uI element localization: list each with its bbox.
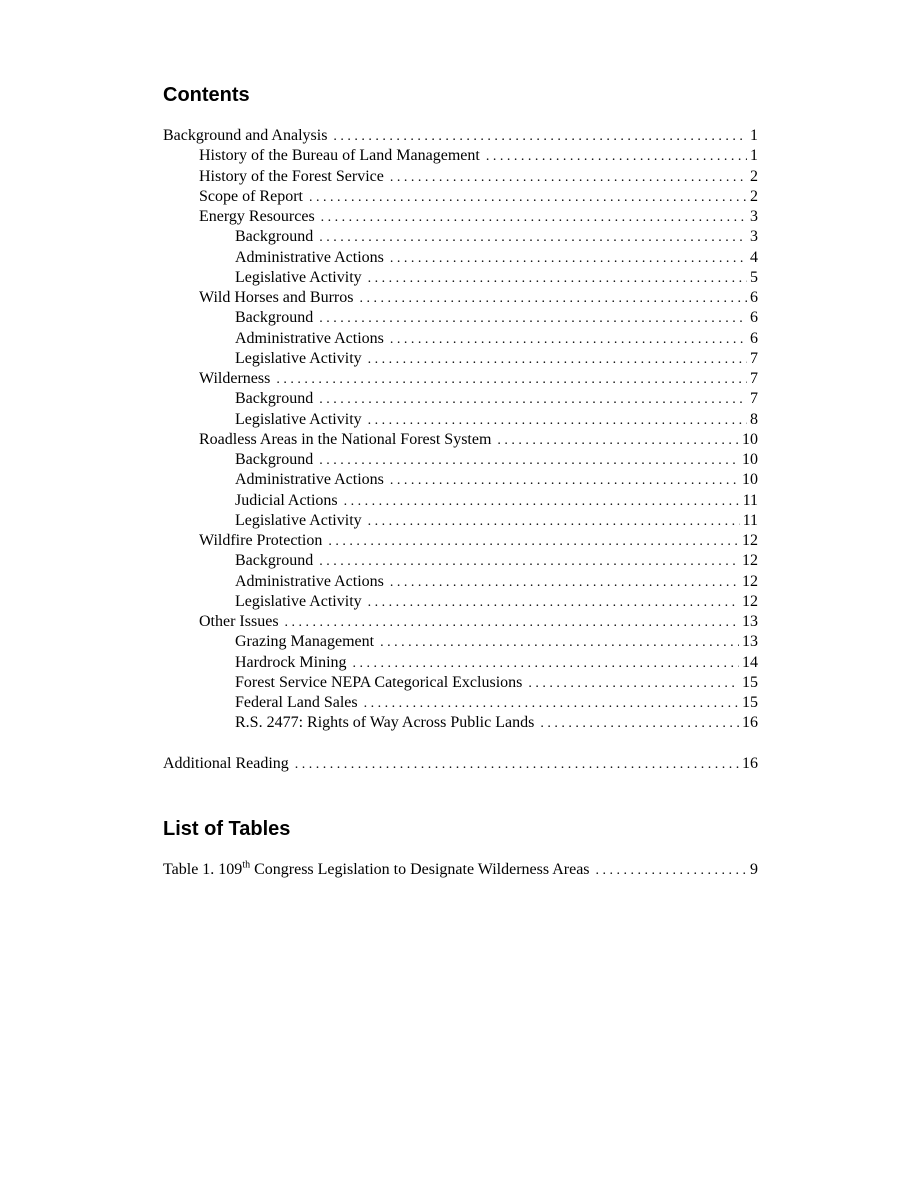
toc-entry-page: 12: [742, 592, 758, 610]
toc-entry[interactable]: [163, 713, 758, 733]
toc-leader-dots: [295, 755, 739, 775]
toc-leader-dots: [321, 208, 747, 228]
toc-leader-dots: [319, 451, 739, 471]
table-entry-suffix: Congress Legislation to Designate Wilderness Areas: [250, 861, 590, 878]
toc-entry-title: Background: [235, 390, 314, 408]
toc-entry-title: Administrative Actions: [235, 329, 384, 347]
toc-entry-page: 2: [750, 187, 758, 205]
toc-entry-page: 1: [750, 127, 758, 144]
toc-entry-page: 3: [750, 208, 758, 225]
toc-entry-page: 7: [750, 370, 758, 387]
toc-entry[interactable]: [163, 227, 758, 247]
table-of-contents: [163, 126, 758, 774]
toc-entry[interactable]: [163, 592, 758, 612]
toc-entry[interactable]: [163, 632, 758, 652]
toc-entry-page: 13: [742, 633, 758, 651]
toc-entry-page: 7: [750, 349, 758, 367]
toc-entry-page: 12: [742, 572, 758, 590]
toc-entry-title: History of the Bureau of Land Management: [199, 147, 480, 165]
toc-leader-dots: [319, 228, 747, 248]
toc-leader-dots: [368, 269, 747, 289]
toc-entry-title: Grazing Management: [235, 633, 375, 651]
toc-leader-dots: [285, 613, 739, 633]
toc-entry[interactable]: [163, 612, 758, 632]
toc-entry-title: Scope of Report: [199, 187, 303, 205]
toc-leader-dots: [319, 309, 747, 329]
toc-entry-title: Wildfire Protection: [199, 532, 323, 549]
table-entry-superscript: th: [242, 859, 251, 871]
toc-leader-dots: [528, 674, 739, 694]
toc-spacer: [163, 734, 758, 754]
toc-entry-title: Legislative Activity: [235, 268, 362, 286]
list-of-tables-heading: List of Tables: [163, 818, 291, 840]
toc-leader-dots: [390, 573, 739, 593]
toc-entry[interactable]: [163, 511, 758, 531]
toc-entry[interactable]: [163, 430, 758, 450]
toc-leader-dots: [368, 411, 747, 431]
toc-entry[interactable]: [163, 653, 758, 673]
toc-entry-page: 6: [750, 289, 758, 306]
toc-entry-title: Legislative Activity: [235, 511, 362, 529]
toc-entry-page: 11: [742, 491, 758, 509]
toc-entry[interactable]: [163, 288, 758, 308]
toc-leader-dots: [319, 390, 747, 410]
toc-entry-title: Administrative Actions: [235, 471, 384, 489]
toc-entry-title: Roadless Areas in the National Forest System: [199, 430, 492, 448]
toc-entry-title: Additional Reading: [163, 754, 289, 772]
table-leader-dots: [596, 861, 747, 881]
toc-entry-page: 6: [750, 309, 758, 327]
toc-leader-dots: [486, 147, 747, 167]
toc-leader-dots: [497, 431, 739, 451]
toc-entry[interactable]: [163, 268, 758, 288]
toc-entry-page: 3: [750, 228, 758, 246]
toc-entry-page: 15: [742, 694, 758, 711]
toc-entry[interactable]: [163, 410, 758, 430]
toc-entry-page: 5: [750, 268, 758, 286]
toc-entry[interactable]: [163, 167, 758, 187]
toc-entry-title: Other Issues: [199, 613, 279, 630]
toc-leader-dots: [364, 694, 739, 714]
toc-leader-dots: [276, 370, 747, 390]
table-entry-title: [163, 860, 596, 880]
toc-entry-page: 11: [742, 511, 758, 529]
toc-entry-page: 10: [742, 471, 758, 489]
table-entry[interactable]: [163, 860, 758, 880]
table-entry-prefix: Table 1. 109: [163, 861, 243, 878]
contents-heading: Contents: [163, 84, 250, 106]
toc-leader-dots: [380, 633, 739, 653]
toc-entry[interactable]: [163, 491, 758, 511]
toc-entry-title: Background: [235, 228, 314, 246]
toc-entry-page: 14: [742, 653, 758, 671]
toc-entry-page: 16: [742, 714, 758, 732]
toc-entry[interactable]: [163, 450, 758, 470]
toc-entry-title: Energy Resources: [199, 208, 315, 225]
toc-entry-title: R.S. 2477: Rights of Way Across Public Lands: [235, 714, 535, 732]
toc-entry[interactable]: [163, 146, 758, 166]
toc-entry[interactable]: [163, 754, 758, 774]
toc-leader-dots: [328, 532, 739, 552]
toc-leader-dots: [319, 552, 739, 572]
toc-entry[interactable]: [163, 369, 758, 389]
toc-leader-dots: [359, 289, 747, 309]
toc-entry[interactable]: [163, 531, 758, 551]
toc-entry-page: 10: [742, 451, 758, 468]
toc-leader-dots: [390, 471, 739, 491]
toc-entry-title: Legislative Activity: [235, 410, 362, 428]
toc-entry-page: 12: [742, 532, 758, 549]
toc-entry-page: 10: [742, 430, 758, 448]
toc-leader-dots: [390, 330, 747, 350]
toc-entry-title: Legislative Activity: [235, 349, 362, 367]
toc-entry-page: 1: [750, 147, 758, 165]
toc-entry-title: Background: [235, 451, 314, 468]
toc-entry-page: 7: [750, 390, 758, 408]
toc-leader-dots: [333, 127, 747, 147]
toc-entry-title: Hardrock Mining: [235, 653, 347, 671]
toc-entry-title: Judicial Actions: [235, 491, 338, 509]
toc-leader-dots: [540, 714, 739, 734]
table-entry-page: 9: [750, 861, 758, 878]
toc-entry-title: History of the Forest Service: [199, 167, 384, 185]
toc-entry[interactable]: [163, 673, 758, 693]
toc-entry-title: Background and Analysis: [163, 127, 328, 144]
toc-entry-title: Forest Service NEPA Categorical Exclusions: [235, 673, 523, 691]
toc-entry-title: Background: [235, 552, 314, 570]
toc-entry[interactable]: [163, 207, 758, 227]
toc-entry[interactable]: [163, 349, 758, 369]
toc-entry-title: Federal Land Sales: [235, 694, 358, 711]
toc-entry-title: Administrative Actions: [235, 572, 384, 590]
toc-entry-page: 15: [742, 673, 758, 691]
toc-entry-page: 12: [742, 552, 758, 570]
toc-entry[interactable]: [163, 329, 758, 349]
toc-entry[interactable]: [163, 470, 758, 490]
toc-leader-dots: [353, 654, 739, 674]
toc-entry-page: 13: [742, 613, 758, 630]
toc-entry[interactable]: [163, 126, 758, 146]
toc-entry-page: 16: [742, 754, 758, 772]
toc-entry-page: 6: [750, 329, 758, 347]
toc-entry-title: Wilderness: [199, 370, 271, 387]
toc-entry-title: Administrative Actions: [235, 248, 384, 266]
toc-leader-dots: [309, 188, 747, 208]
toc-entry[interactable]: [163, 693, 758, 713]
toc-entry-page: 2: [750, 167, 758, 185]
toc-leader-dots: [344, 492, 740, 512]
toc-leader-dots: [390, 249, 747, 269]
toc-entry-page: 8: [750, 410, 758, 428]
toc-entry[interactable]: [163, 572, 758, 592]
toc-entry[interactable]: [163, 551, 758, 571]
toc-entry[interactable]: [163, 187, 758, 207]
toc-leader-dots: [368, 593, 739, 613]
toc-leader-dots: [368, 350, 747, 370]
toc-entry-title: Wild Horses and Burros: [199, 289, 354, 306]
toc-entry-page: 4: [750, 248, 758, 266]
toc-entry-title: Background: [235, 309, 314, 327]
toc-entry[interactable]: [163, 389, 758, 409]
toc-leader-dots: [368, 512, 740, 532]
list-of-tables: [163, 860, 758, 880]
toc-entry[interactable]: [163, 248, 758, 268]
toc-entry[interactable]: [163, 308, 758, 328]
toc-leader-dots: [390, 168, 747, 188]
toc-entry-title: Legislative Activity: [235, 592, 362, 610]
